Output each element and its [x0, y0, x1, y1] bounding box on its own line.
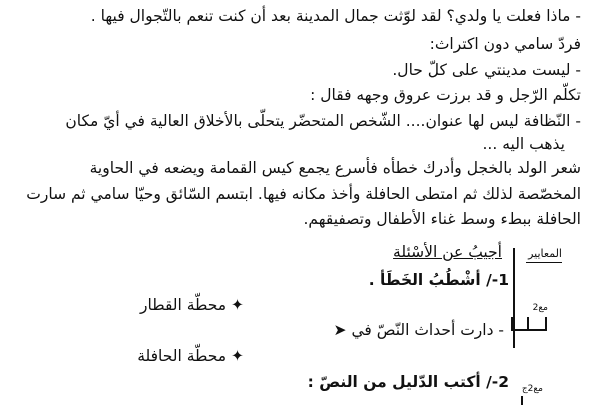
- question-1-score-label: مع2: [532, 303, 548, 313]
- story-line-8: المخصّصة لذلك ثم امتطى الحافلة وأخذ مكانه فيها. ابتسم السّائق وحيّا سامي ثم سارت: [26, 185, 581, 203]
- margin-divider: [513, 248, 515, 348]
- question-1-title: 1-/ أشْطُبُ الخَطَأ .: [368, 271, 509, 289]
- criteria-underline: [526, 262, 562, 263]
- story-line-1: - ماذا فعلت يا ولدي؟ لقد لوّثت جمال المدينة بعد أن كنت تنعم بالتّجوال فيها .: [90, 7, 581, 25]
- criteria-label: المعايير: [528, 247, 562, 260]
- question-1-score-divider: [527, 317, 529, 331]
- story-line-5: - النّظافة ليس لها عنوان.... الشّخص المتحضّر يتحلّى بالأخلاق العالية في أيّ مكان: [65, 112, 581, 130]
- story-line-4: تكلّم الرّجل و قد برزت عروق وجهه فقال :: [310, 86, 581, 104]
- story-line-6: يذهب اليه ...: [482, 135, 565, 153]
- question-1-stem: - دارت أحداث النّصّ في ➤: [333, 321, 504, 339]
- question-2-score-label: مع2ج: [521, 384, 543, 394]
- question-1-option-a: ✦ محطّة القطار: [140, 296, 244, 314]
- story-line-9: الحافلة ببطء وسط غناء الأطفال وتصفيقهم.: [303, 210, 581, 228]
- question-1-option-b: ✦ محطّة الحافلة: [137, 347, 244, 365]
- question-2-title: 2-/ أكتب الدّليل من النصّ :: [307, 373, 509, 391]
- story-line-3: - ليست مدينتي على كلّ حال.: [392, 61, 581, 79]
- question-2-score-mark: [521, 396, 523, 405]
- questions-heading: أجيبُ عن الأسْئلة: [393, 243, 502, 261]
- story-line-2: فردّ سامي دون اكتراث:: [429, 35, 581, 53]
- story-line-7: شعر الولد بالخجل وأدرك خطأه فأسرع يجمع كيس القمامة ويضعه في الحاوية: [89, 159, 581, 177]
- question-1-score-box: [511, 317, 547, 331]
